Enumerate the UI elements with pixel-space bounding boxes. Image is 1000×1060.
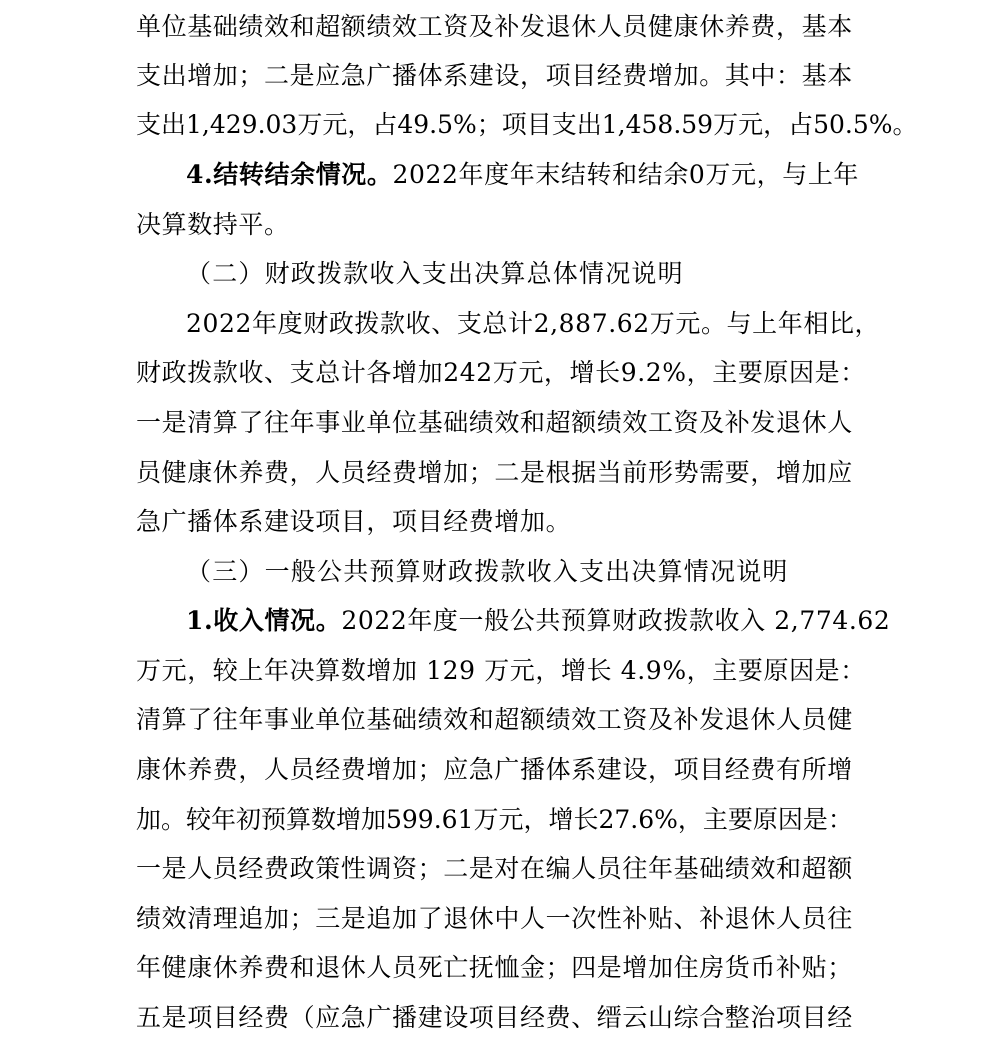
section-heading-general-public-budget	[186, 557, 789, 587]
body-text-line	[136, 656, 866, 686]
body-text-line	[186, 309, 880, 339]
text-span: 员健康休养费，人员经费增加；二是根据当前形势需要，增加应	[136, 458, 853, 487]
text-span: 2022年度年末结转和结余0万元，与上年	[392, 160, 860, 189]
text-span: 一是人员经费政策性调资；二是对在编人员往年基础绩效和超额	[136, 854, 853, 883]
body-text-line	[136, 904, 853, 934]
text-span: 急广播体系建设项目，项目经费增加。	[136, 507, 572, 536]
text-span: 支出增加；二是应急广播体系建设，项目经费增加。其中：基本	[136, 61, 853, 90]
body-text-line	[136, 1003, 853, 1033]
text-span: 清算了往年事业单位基础绩效和超额绩效工资及补发退休人员健	[136, 705, 853, 734]
text-span: 年健康休养费和退休人员死亡抚恤金；四是增加住房货币补贴；	[136, 953, 853, 982]
body-text-line	[136, 755, 853, 785]
body-text-line	[136, 458, 853, 488]
body-text-line	[136, 408, 853, 438]
heading-text: （三）一般公共预算财政拨款收入支出决算情况说明	[186, 557, 789, 586]
text-span: 五是项目经费（应急广播建设项目经费、缙云山综合整治项目经	[136, 1003, 853, 1032]
subsection-heading-income: 1.收入情况。	[186, 606, 342, 635]
text-span: 一是清算了往年事业单位基础绩效和超额绩效工资及补发退休人	[136, 408, 853, 437]
body-text-line	[136, 507, 571, 537]
body-text-line	[136, 210, 290, 240]
text-span: 加。较年初预算数增加599.61万元，增长27.6%，主要原因是：	[136, 805, 853, 834]
body-text-line	[136, 358, 866, 388]
text-span: 财政拨款收、支总计各增加242万元，增长9.2%，主要原因是：	[136, 358, 866, 387]
body-text-line	[136, 805, 853, 835]
subsection-heading-carryover: 4.结转结余情况。	[186, 160, 393, 189]
section-heading-fiscal-appropriation-overall	[186, 259, 684, 289]
section-paragraph-line	[186, 606, 890, 636]
body-text-line	[136, 705, 853, 735]
body-text-line	[136, 61, 853, 91]
text-span: 决算数持平。	[136, 210, 290, 239]
section-paragraph-line	[186, 160, 859, 190]
text-span: 万元，较上年决算数增加 129 万元，增长 4.9%，主要原因是：	[136, 656, 866, 685]
body-text-line	[136, 12, 853, 42]
text-span: 2022年度财政拨款收、支总计2,887.62万元。与上年相比，	[186, 309, 881, 338]
text-span: 2022年度一般公共预算财政拨款收入 2,774.62	[341, 606, 891, 635]
text-span: 绩效清理追加；三是追加了退休中人一次性补贴、补退休人员往	[136, 904, 853, 933]
heading-text: （二）财政拨款收入支出决算总体情况说明	[186, 259, 684, 288]
body-text-line	[136, 953, 853, 983]
body-text-line	[136, 854, 853, 884]
text-span: 单位基础绩效和超额绩效工资及补发退休人员健康休养费，基本	[136, 12, 853, 41]
text-span: 康休养费，人员经费增加；应急广播体系建设，项目经费有所增	[136, 755, 853, 784]
text-span: 支出1,429.03万元，占49.5%；项目支出1,458.59万元，占50.5%。	[136, 110, 918, 139]
body-text-line	[136, 110, 918, 140]
